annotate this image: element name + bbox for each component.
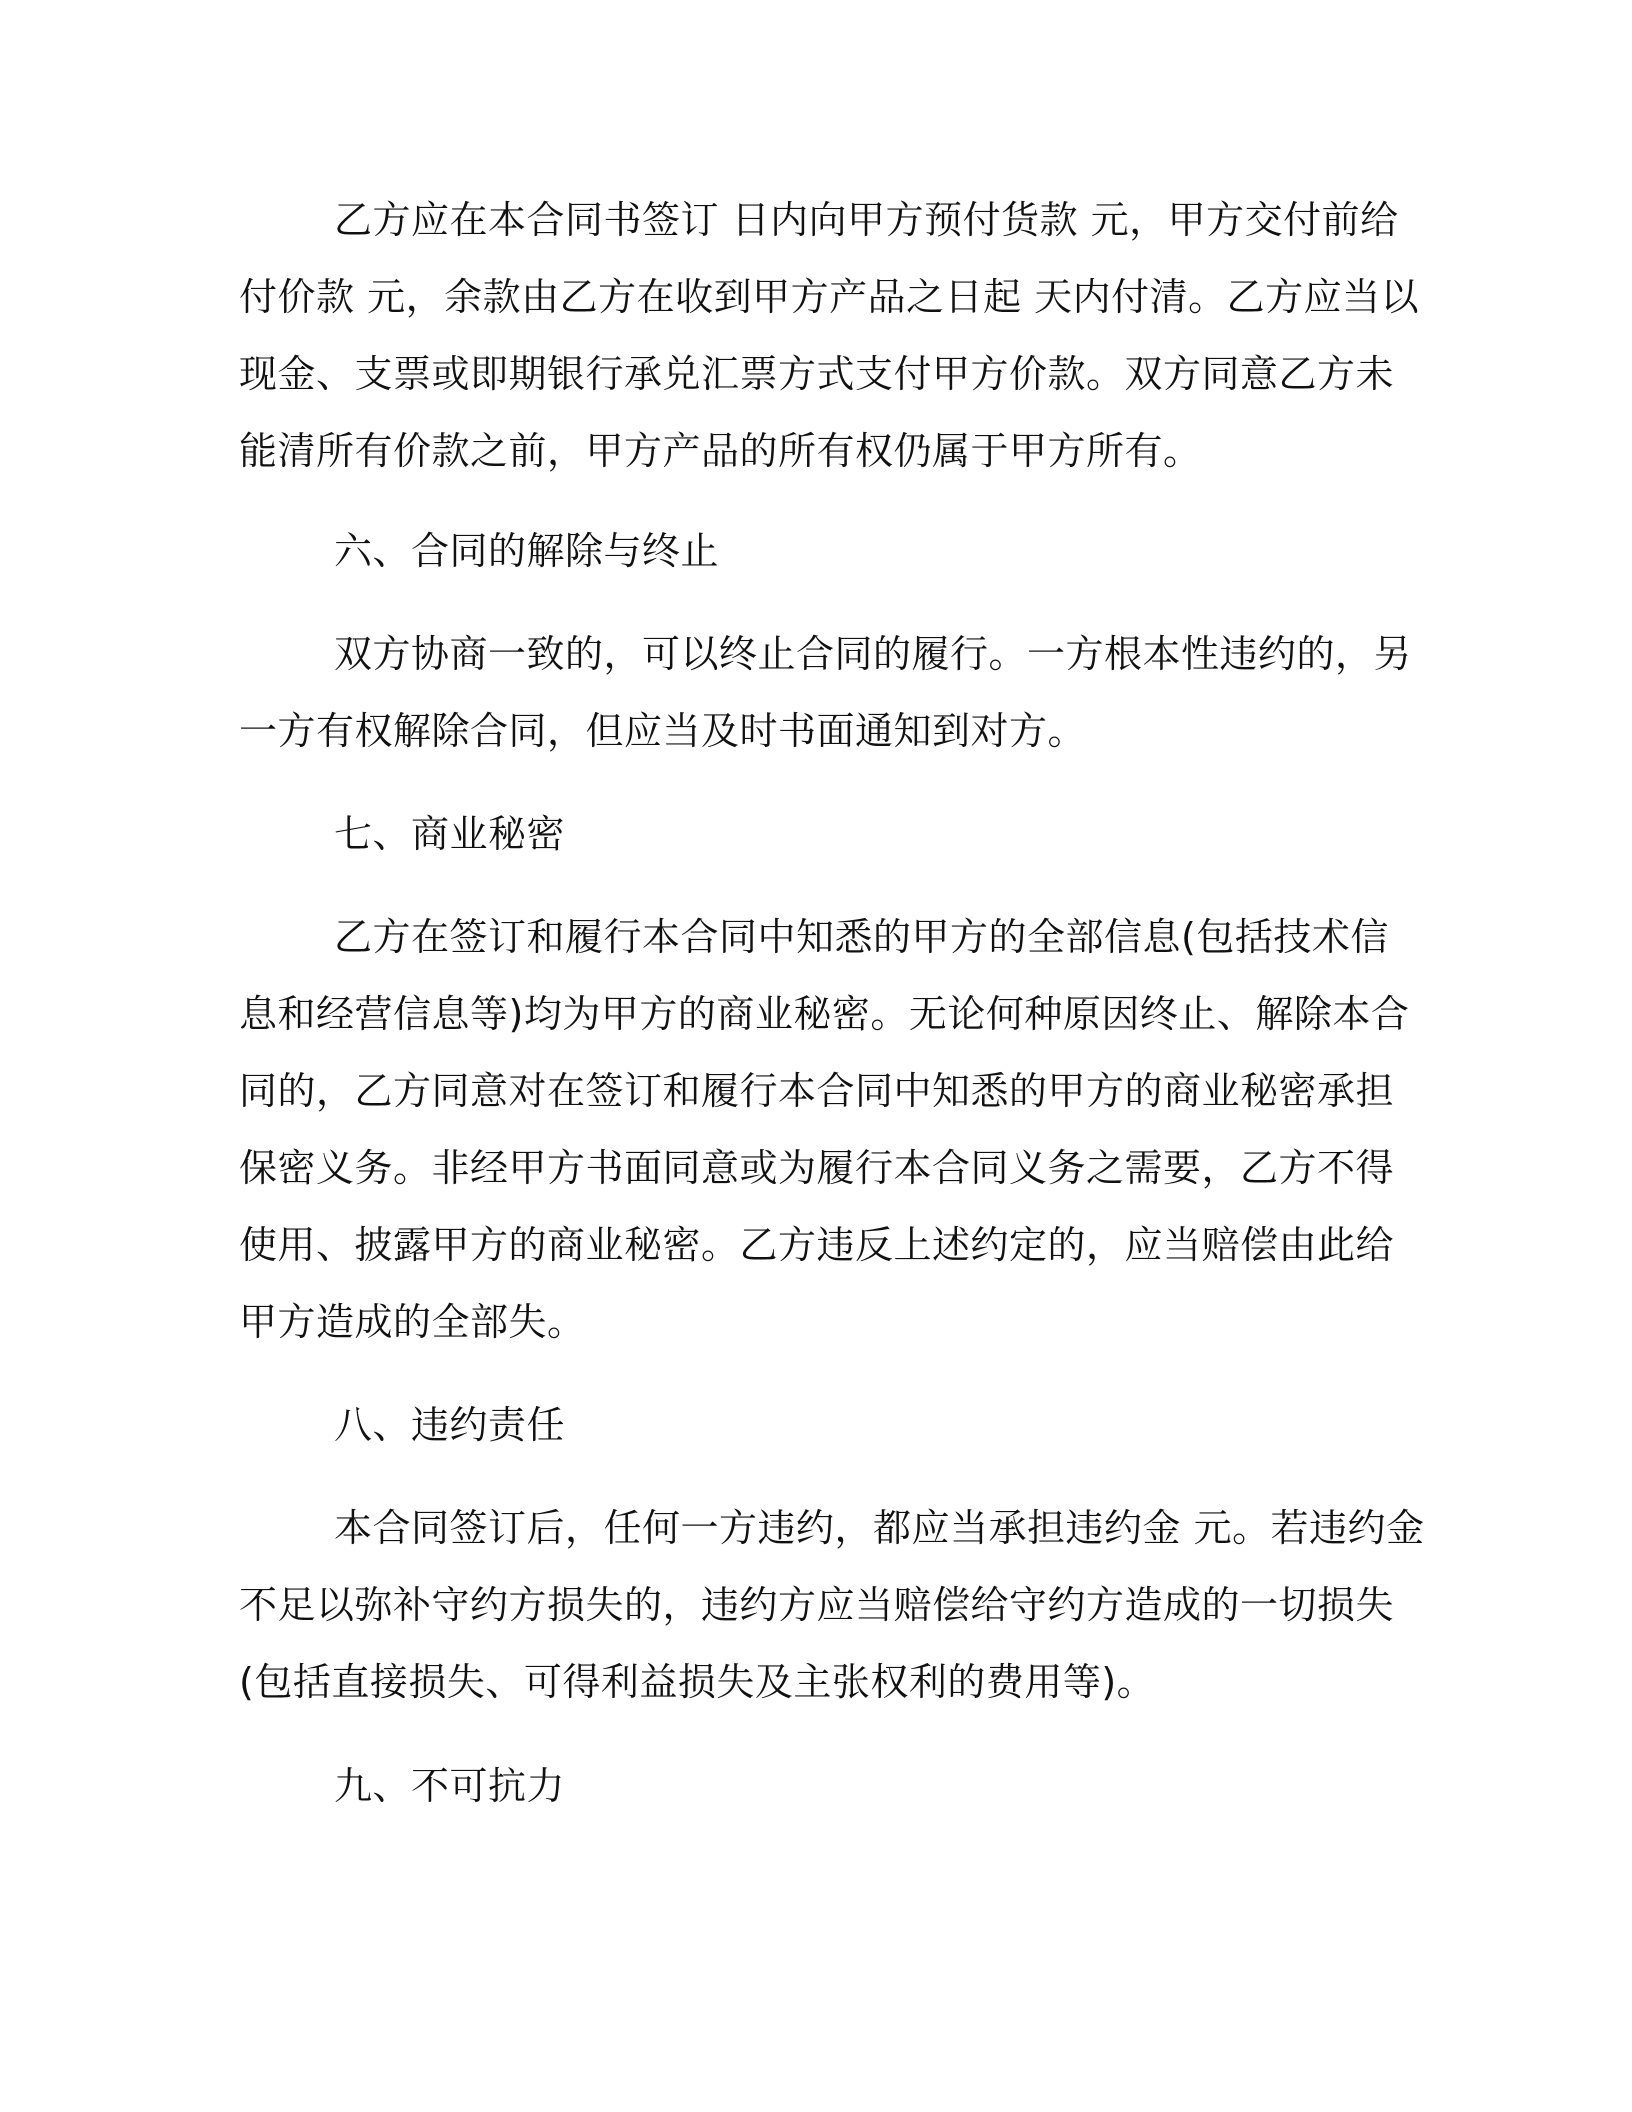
paragraph-secrets-line-6: 甲方造成的全部失。 <box>239 1300 586 1344</box>
paragraph-payment-line-3: 现金、支票或即期银行承兑汇票方式支付甲方价款。双方同意乙方未 <box>239 352 1395 396</box>
paragraph-payment-line-2: 付价款 元，余款由乙方在收到甲方产品之日起 天内付清。乙方应当以 <box>239 275 1420 319</box>
paragraph-termination-line-1: 双方协商一致的，可以终止合同的履行。一方根本性违约的，另 <box>334 632 1413 676</box>
paragraph-payment-line-4: 能清所有价款之前，甲方产品的所有权仍属于甲方所有。 <box>239 429 1202 473</box>
paragraph-breach-line-3: (包括直接损失、可得利益损失及主张权利的费用等)。 <box>239 1660 1156 1704</box>
paragraph-termination-line-2: 一方有权解除合同，但应当及时书面通知到对方。 <box>239 709 1087 753</box>
paragraph-secrets-line-5: 使用、披露甲方的商业秘密。乙方违反上述约定的，应当赔偿由此给 <box>239 1223 1395 1267</box>
paragraph-breach-line-2: 不足以弥补守约方损失的，违约方应当赔偿给守约方造成的一切损失 <box>239 1583 1395 1627</box>
section-heading-trade-secrets: 七、商业秘密 <box>334 812 566 856</box>
paragraph-breach-line-1: 本合同签订后，任何一方违约，都应当承担违约金 元。若违约金 <box>334 1506 1425 1550</box>
section-heading-force-majeure: 九、不可抗力 <box>334 1764 566 1808</box>
paragraph-secrets-line-3: 同的，乙方同意对在签订和履行本合同中知悉的甲方的商业秘密承担 <box>239 1069 1395 1113</box>
paragraph-secrets-line-2: 息和经营信息等)均为甲方的商业秘密。无论何种原因终止、解除本合 <box>239 992 1410 1036</box>
section-heading-termination: 六、合同的解除与终止 <box>334 529 720 573</box>
paragraph-secrets-line-1: 乙方在签订和履行本合同中知悉的甲方的全部信息(包括技术信 <box>334 915 1389 959</box>
paragraph-payment-line-1: 乙方应在本合同书签订 日内向甲方预付货款 元，甲方交付前给 <box>334 198 1399 242</box>
paragraph-secrets-line-4: 保密义务。非经甲方书面同意或为履行本合同义务之需要，乙方不得 <box>239 1146 1395 1190</box>
section-heading-breach: 八、违约责任 <box>334 1403 566 1447</box>
